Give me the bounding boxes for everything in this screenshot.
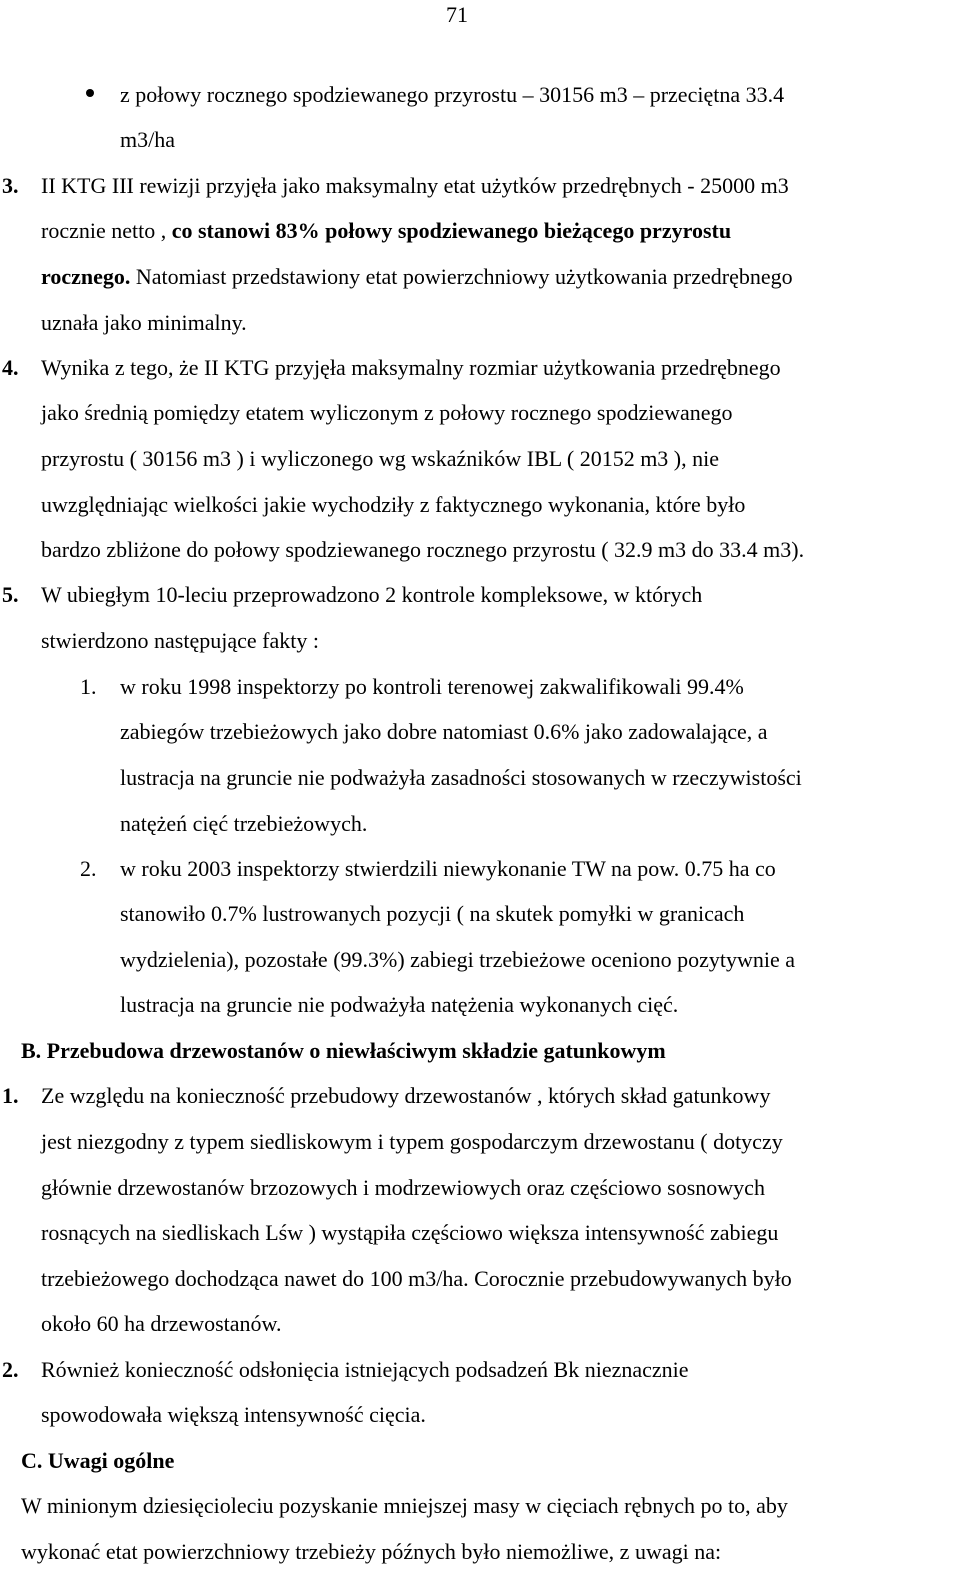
section-c-line-2: wykonać etat powierzchniowy trzebieży późnych było niemożliwe, z uwagi na: [21,1539,722,1564]
sub-2-line-2: stanowiło 0.7% lustrowanych pozycji ( na skutek pomyłki w granicach [120,901,745,926]
section-c-line-1: W minionym dziesięcioleciu pozyskanie mniejszej masy w cięciach rębnych po to, aby [21,1493,788,1518]
page-number: 71 [446,2,468,27]
b-item-1-line-2: jest niezgodny z typem siedliskowym i typem gospodarczym drzewostanu ( dotyczy [41,1129,783,1154]
item-5-line-2: stwierdzono następujące fakty : [41,628,319,653]
b-item-1-number: 1. [2,1083,19,1108]
b-item-1-line-5: trzebieżowego dochodząca nawet do 100 m3/ha. Corocznie przebudowywanych było [41,1266,792,1291]
item-3-line-3-bold: rocznego. [41,264,131,289]
sub-1-line-2: zabiegów trzebieżowych jako dobre natomiast 0.6% jako zadowalające, a [120,719,768,744]
sub-1-line-4: natężeń cięć trzebieżowych. [120,811,368,836]
section-c-heading: C. Uwagi ogólne [21,1448,175,1473]
item-3-line-2-normal: rocznie netto , [41,218,172,243]
item-3-line-3-normal: Natomiast przedstawiony etat powierzchniowy użytkowania przedrębnego [130,264,793,289]
sub-1-line-1: w roku 1998 inspektorzy po kontroli terenowej zakwalifikowali 99.4% [120,674,744,699]
sub-2-line-4: lustracja na gruncie nie podważyła natężenia wykonanych cięć. [120,992,679,1017]
item-4-line-2: jako średnią pomiędzy etatem wyliczonym z połowy rocznego spodziewanego [41,400,733,425]
item-3-line-1: II KTG III rewizji przyjęła jako maksymalny etat użytków przedrębnych - 25000 m3 [41,173,789,198]
b-item-2-line-1: Również konieczność odsłonięcia istniejących podsadzeń Bk nieznacznie [41,1357,689,1382]
b-item-1-line-1: Ze względu na konieczność przebudowy drzewostanów , których skład gatunkowy [41,1083,771,1108]
sub-1-line-3: lustracja na gruncie nie podważyła zasadności stosowanych w rzeczywistości [120,765,802,790]
item-4-line-1: Wynika z tego, że II KTG przyjęła maksymalny rozmiar użytkowania przedrębnego [41,355,781,380]
sub-2-line-3: wydzielenia), pozostałe (99.3%) zabiegi trzebieżowe oceniono pozytywnie a [120,947,795,972]
item-3-line-2 [41,218,731,244]
section-b-heading: B. Przebudowa drzewostanów o niewłaściwym składzie gatunkowym [21,1038,666,1063]
b-item-1-line-6: około 60 ha drzewostanów. [41,1311,282,1336]
item-4-line-5: bardzo zbliżone do połowy spodziewanego rocznego przyrostu ( 32.9 m3 do 33.4 m3). [41,537,805,562]
item-3-number: 3. [2,173,19,198]
b-item-1-line-4: rosnących na siedliskach Lśw ) wystąpiła częściowo większa intensywność zabiegu [41,1220,779,1245]
b-item-2-number: 2. [2,1357,19,1382]
item-3-line-3 [41,264,793,290]
item-4-number: 4. [2,355,19,380]
item-3-line-2-bold: co stanowi 83% połowy spodziewanego bieżącego przyrostu [171,218,732,243]
item-4-line-4: uwzględniając wielkości jakie wychodziły z faktycznego wykonania, które było [41,492,746,517]
bullet-line-2: m3/ha [120,127,175,152]
bullet-line-1: z połowy rocznego spodziewanego przyrostu – 30156 m3 – przeciętna 33.4 [120,82,785,107]
bullet-icon [86,89,94,97]
sub-2-number: 2. [80,856,97,881]
item-3-line-4: uznała jako minimalny. [41,310,247,335]
item-5-number: 5. [2,582,19,607]
sub-2-line-1: w roku 2003 inspektorzy stwierdzili niewykonanie TW na pow. 0.75 ha co [120,856,776,881]
item-5-line-1: W ubiegłym 10-leciu przeprowadzono 2 kontrole kompleksowe, w których [41,582,703,607]
sub-1-number: 1. [80,674,97,699]
b-item-1-line-3: głównie drzewostanów brzozowych i modrzewiowych oraz częściowo sosnowych [41,1175,765,1200]
item-4-line-3: przyrostu ( 30156 m3 ) i wyliczonego wg wskaźników IBL ( 20152 m3 ), nie [41,446,720,471]
b-item-2-line-2: spowodowała większą intensywność cięcia. [41,1402,426,1427]
